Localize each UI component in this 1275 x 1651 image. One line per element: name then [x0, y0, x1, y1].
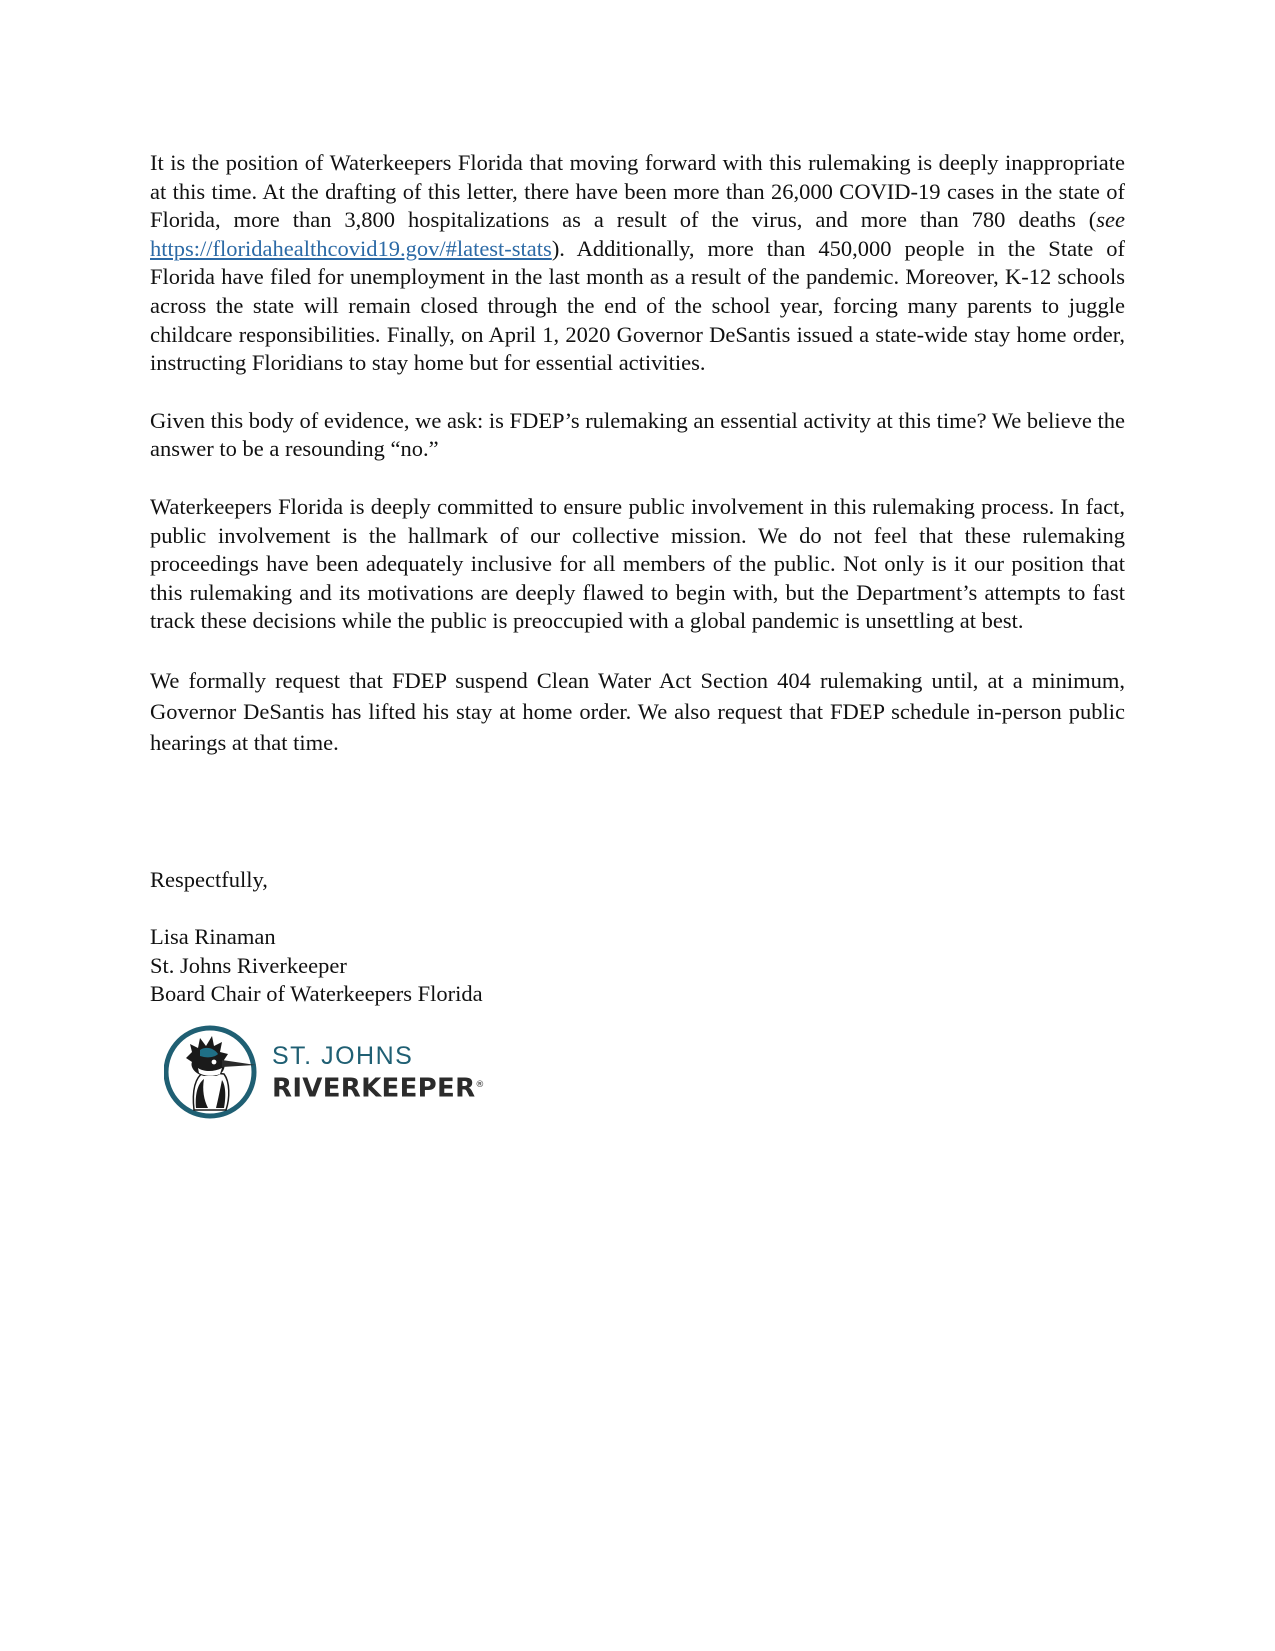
signer-name: Lisa Rinaman — [150, 924, 276, 949]
signer-role: Board Chair of Waterkeepers Florida — [150, 981, 483, 1007]
closing-salutation: Respectfully, — [150, 867, 268, 892]
letter-body — [150, 149, 1125, 758]
kingfisher-emblem-icon — [164, 1022, 264, 1122]
riverkeeper-logo — [164, 1022, 504, 1122]
paragraph-text: It is the position of Waterkeepers Florida that moving forward with this rulemaking is deeply inappropriate at this time. At the drafting of this letter, there have been more than 26,000 COVID-19 cases in the state of Florida, more than 3,800 hospitalizations as a result of the virus, and more than 780 deaths ( — [150, 150, 1125, 233]
see-citation: see — [1096, 207, 1125, 233]
paragraph-request: We formally request that FDEP suspend Clean Water Act Section 404 rulemaking until, at a minimum, Governor DeSantis has lifted his stay at home order. We also request that FDEP schedule in-person public hearings at that time. — [150, 667, 1125, 755]
signature-block — [150, 923, 483, 1009]
registered-mark: ® — [475, 1080, 485, 1090]
paragraph-covid-context — [150, 149, 1125, 378]
paragraph-commitment: Waterkeepers Florida is deeply committed to ensure public involvement in this rulemaking process. In fact, public involvement is the hallmark of our collective mission. We do not feel that these rulemaking proceedings have been adequately inclusive for all members of the public. Not only is it our position that this rulemaking and its motivations are deeply flawed to begin with, but the Department’s attempts to fast track these decisions while the public is preoccupied with a global pandemic is unsettling at best. — [150, 493, 1125, 634]
logo-wordmark: RIVERKEEPER — [272, 1073, 476, 1104]
logo-text-riverkeeper — [272, 1071, 485, 1103]
signer-title: St. Johns Riverkeeper — [150, 952, 347, 978]
stats-link[interactable]: https://floridahealthcovid19.gov/#latest-stats — [150, 235, 552, 261]
paragraph-question: Given this body of evidence, we ask: is FDEP’s rulemaking an essential activity at this time? We believe the answer to be a resounding “no.” — [150, 407, 1125, 462]
logo-text-st-johns: ST. JOHNS — [272, 1042, 414, 1070]
paragraph-text: ). Additionally, more than 450,000 people in the State of Florida have filed for unemployment in the last month as a result of the pandemic. Moreover, K-12 schools across the state will remain closed through the end of the school year, forcing many parents to juggle childcare responsibilities. Finally, on April 1, 2020 Governor DeSantis issued a state-wide stay home order, instructing Floridians to stay home but for essential activities. — [150, 235, 1125, 376]
